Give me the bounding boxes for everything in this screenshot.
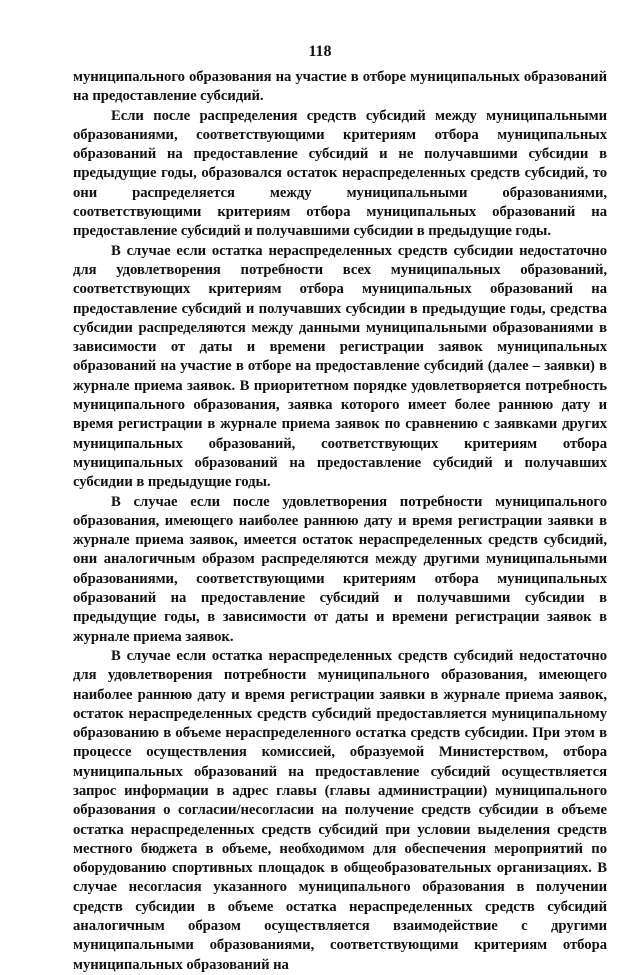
paragraph: В случае если остатка нераспределенных средств субсидий недостаточно для удовлетворения потребности муниципального образования, имеющего наиболее раннюю дату и время регистрации заявки в журнале приема заявок, остаток нераспределенных средств субсидий предоставляется муниципальному образованию в объеме нераспределенного остатка средств субсидии. При этом в процессе осуществления комиссией, образуемой Министерством, отбора муниципальных образований на предоставление субсидий осуществляется запрос информации в адрес главы (главы администрации) муниципального образования о согласии/несогласии на получение средств субсидии в объеме остатка нераспределенных средств субсидий при условии выделения средств местного бюджета в объеме, необходимом для обеспечения мероприятий по оборудованию спортивных площадок в общеобразовательных организациях. В случае несогласия указанного муниципального образования в получении средств субсидии в объеме остатка нераспределенных средств субсидий аналогичным образом осуществляется взаимодействие с другими муниципальными образованиями, соответствующими критериям отбора муниципальных образований на bbox=[73, 647, 607, 973]
paragraph-continuation: муниципального образования на участие в отборе муниципальных образований на предоставление субсидий. bbox=[73, 69, 607, 105]
paragraph: Если после распределения средств субсидий между муниципальными образованиями, соответствующими критериям отбора муниципальных образований на предоставление субсидий и не получавшими субсидии в предыдущие годы, образовался остаток нераспределенных средств субсидий, то они распределяется между муниципальными образованиями, соответствующими критериям отбора муниципальных образований на предоставление субсидий и получавшими субсидии в предыдущие годы. bbox=[73, 107, 607, 240]
page-number: 118 bbox=[308, 43, 332, 60]
document-body bbox=[73, 68, 607, 975]
paragraph: В случае если после удовлетворения потребности муниципального образования, имеющего наиболее раннюю дату и время регистрации заявки в журнале приема заявок, имеется остаток нераспределенных средств субсидий, они аналогичным образом распределяются между другими муниципальными образованиями, соответствующими критериям отбора муниципальных образований на предоставление субсидий и получавшими субсидии в предыдущие годы, в зависимости от даты и времени регистрации заявок в журнале приема заявок. bbox=[73, 493, 607, 645]
paragraph: В случае если остатка нераспределенных средств субсидии недостаточно для удовлетворения потребности всех муниципальных образований, соответствующих критериям отбора муниципальных образований на предоставление субсидий и получавших субсидии в предыдущие годы, средства субсидии распределяются между данными муниципальными образованиями в зависимости от даты и времени регистрации заявок муниципальных образований на участие в отборе на предоставление субсидий (далее – заявки) в журнале приема заявок. В приоритетном порядке удовлетворяется потребность муниципального образования, заявка которого имеет более раннюю дату и время регистрации в журнале приема заявок по сравнению с заявками других муниципальных образований, соответствующих критериям отбора муниципальных образований на предоставление субсидий и получавших субсидии в предыдущие годы. bbox=[73, 242, 607, 491]
